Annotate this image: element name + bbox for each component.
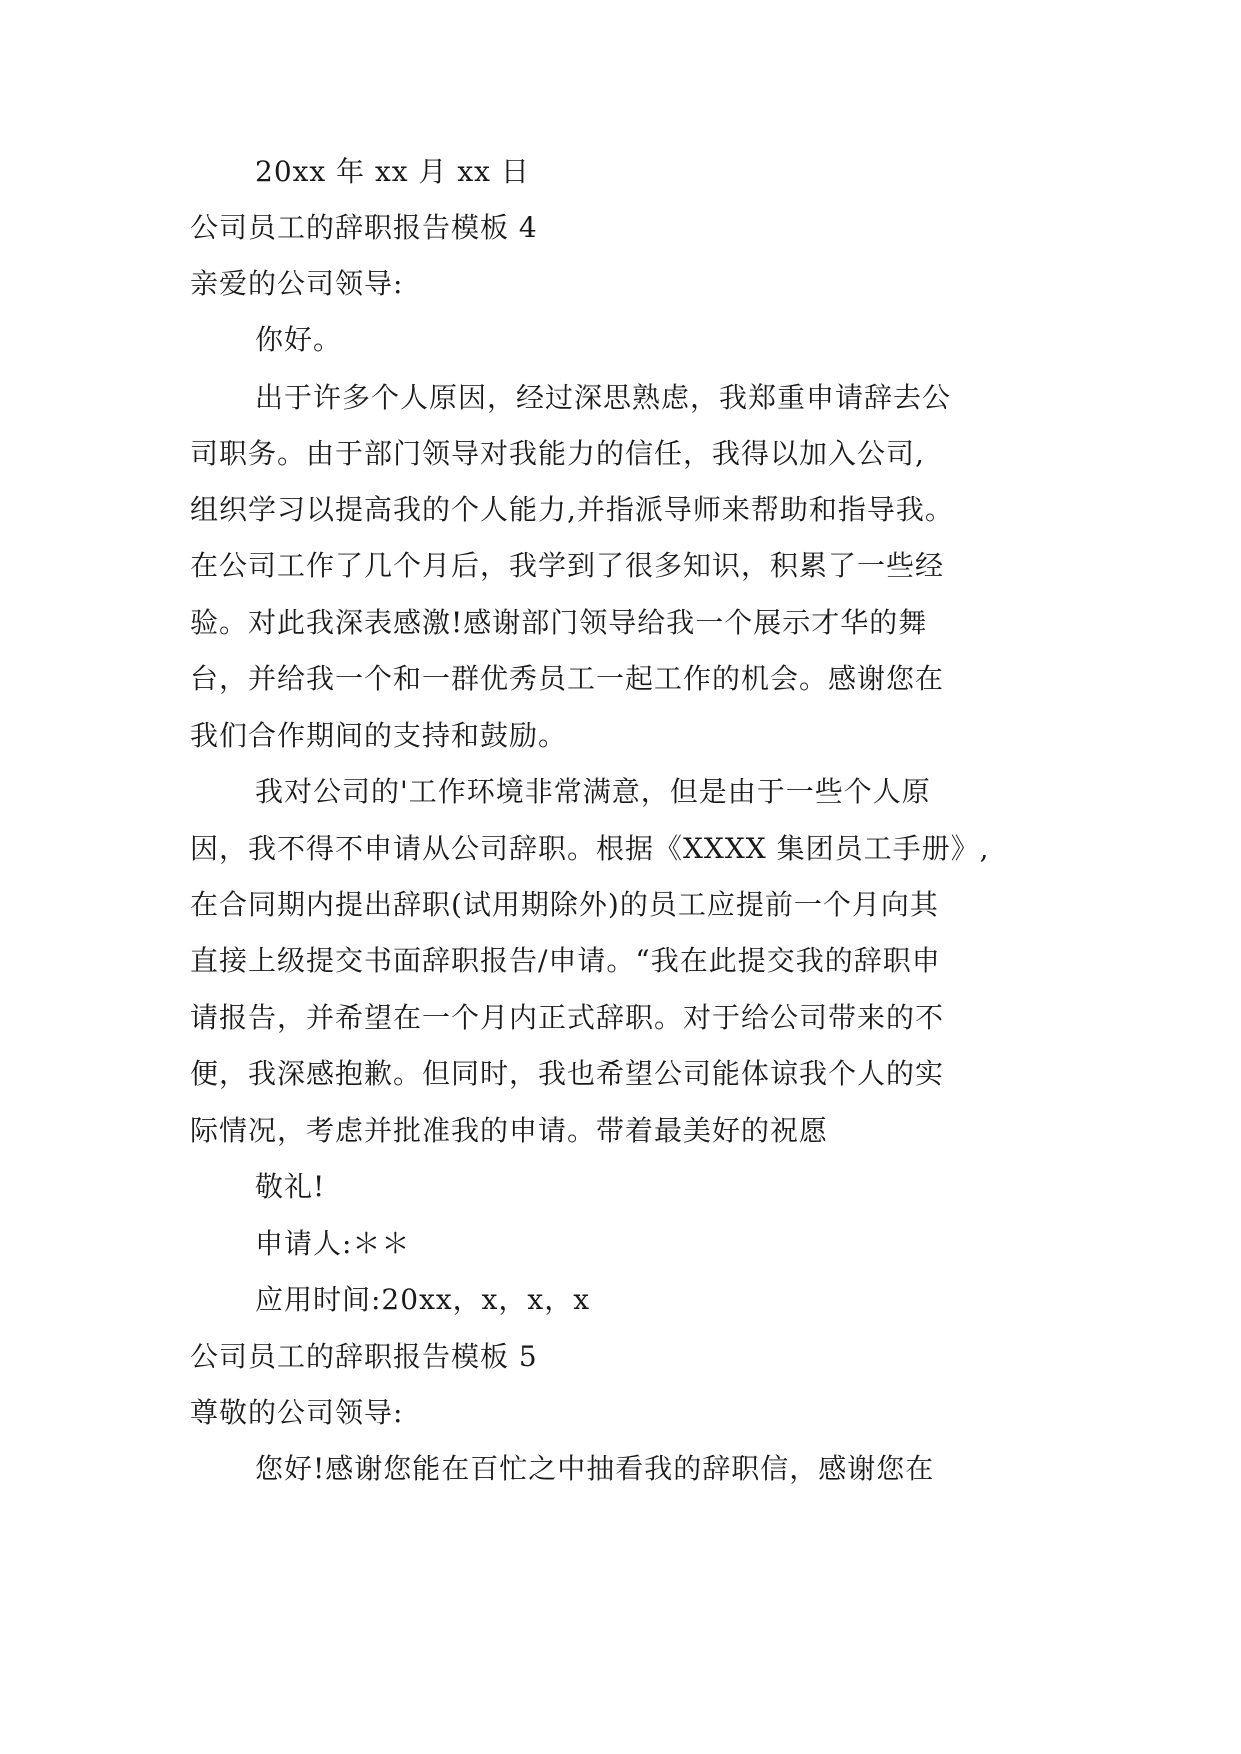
section-4-title: 公司员工的辞职报告模板 4 [190,211,538,244]
section-4-greeting: 你好。 [255,323,343,356]
closing-line: 敬礼! [255,1170,326,1203]
date-line: 20xx 年 xx 月 xx 日 [255,155,530,188]
paragraph-line: 直接上级提交书面辞职报告/申请。“我在此提交我的辞职申 [190,944,941,977]
paragraph-line: 请报告，并希望在一个月内正式辞职。对于给公司带来的不 [190,1001,945,1034]
paragraph-line: 出于许多个人原因，经过深思熟虑，我郑重申请辞去公 [255,381,952,414]
paragraph-line: 际情况，考虑并批准我的申请。带着最美好的祝愿 [190,1114,829,1147]
paragraph-line: 便，我深感抱歉。但同时，我也希望公司能体谅我个人的实 [190,1057,945,1090]
paragraph-line: 在合同期内提出辞职(试用期除外)的员工应提前一个月向其 [190,888,939,921]
paragraph-line: 司职务。由于部门领导对我能力的信任，我得以加入公司, [190,437,925,470]
paragraph-line: 台，并给我一个和一群优秀员工一起工作的机会。感谢您在 [190,662,945,695]
paragraph-line: 因，我不得不申请从公司辞职。根据《XXXX 集团员工手册》, [190,832,990,865]
section-5-salutation: 尊敬的公司领导: [190,1396,404,1429]
applicant-line: 申请人:＊＊ [255,1227,411,1260]
paragraph-line: 在公司工作了几个月后，我学到了很多知识，积累了一些经 [190,549,945,582]
section-4-salutation: 亲爱的公司领导: [190,267,404,300]
paragraph-line: 我们合作期间的支持和鼓励。 [190,719,568,752]
section-5-first-line: 您好!感谢您能在百忙之中抽看我的辞职信，感谢您在 [255,1452,935,1485]
paragraph-line: 我对公司的'工作环境非常满意，但是由于一些个人原 [255,775,931,808]
paragraph-line: 验。对此我深表感激!感谢部门领导给我一个展示才华的舞 [190,606,928,639]
section-5-title: 公司员工的辞职报告模板 5 [190,1340,538,1373]
application-time-line: 应用时间:20xx，x，x，x [255,1283,591,1316]
paragraph-line: 组织学习以提高我的个人能力,并指派导师来帮助和指导我。 [190,493,954,526]
